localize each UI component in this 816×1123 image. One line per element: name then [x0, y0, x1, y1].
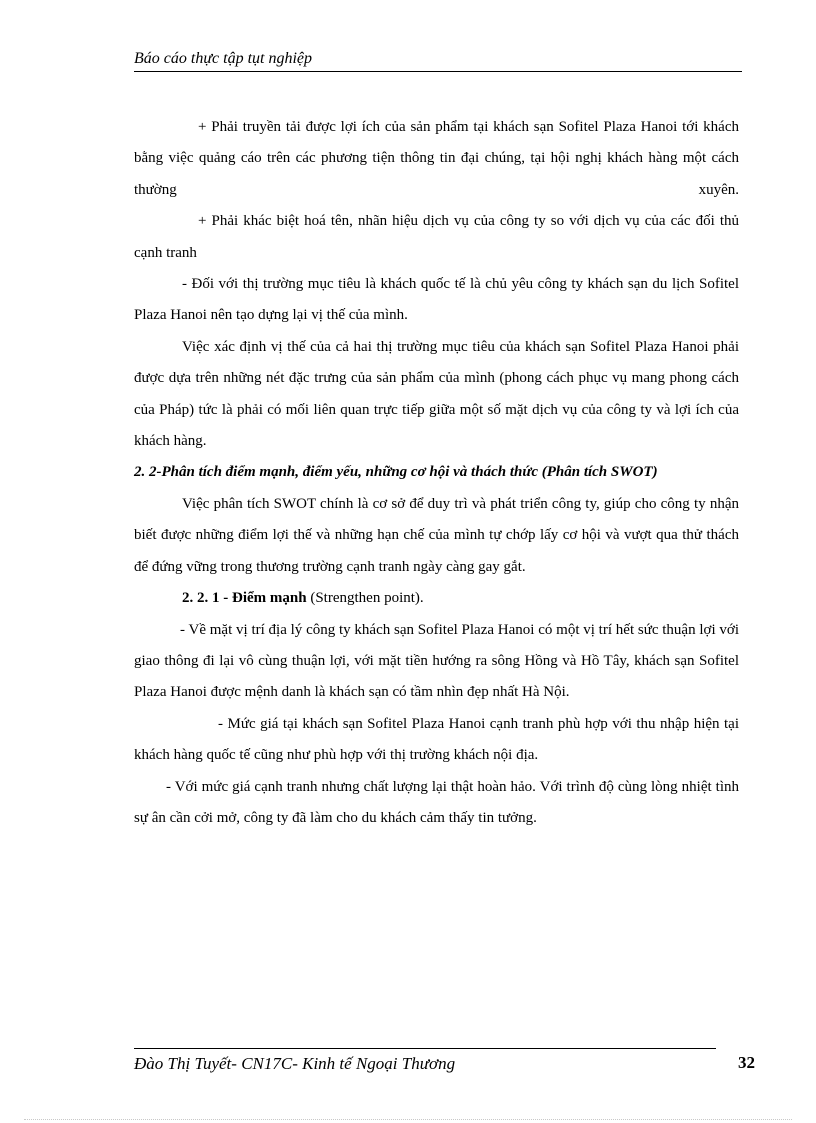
paragraph-international-market: - Đối với thị trường mục tiêu là khách quốc tế là chủ yêu công ty khách sạn du lịch Sofitel Plaza Hanoi nên tạo dựng lại vị thế của mình. [134, 276, 739, 324]
section-heading-swot: 2. 2-Phân tích điểm mạnh, điểm yếu, những cơ hội và thách thức (Phân tích SWOT) [134, 464, 658, 481]
paragraph-differentiate-brand: + Phải khác biệt hoá tên, nhãn hiệu dịch vụ của công ty so với dịch vụ của các đối thủ cạnh tranh [134, 213, 739, 261]
subsection-title: Điểm mạnh [232, 590, 307, 607]
page-footer: Đào Thị Tuyết- CN17C- Kinh tế Ngoại Thương [134, 1048, 716, 1079]
paragraph-convey-benefits: + Phải truyền tải được lợi ích của sản phẩm tại khách sạn Sofitel Plaza Hanoi tới khách bằng việc quảng cáo trên các phương tiện thông tin đại chúng, tại hội nghị khách hàng một cách thường xuyên. [134, 119, 739, 198]
subsection-heading-strengths [134, 583, 739, 614]
page-bottom-divider [24, 1119, 792, 1120]
paragraph-quality: - Với mức giá cạnh tranh nhưng chất lượng lại thật hoàn hảo. Với trình độ cùng lòng nhiệt tình sự ân cần cởi mở, công ty đã làm cho du khách cảm thấy tin tưởng. [134, 778, 739, 826]
subsection-number: 2. 2. 1 - [182, 590, 229, 607]
paragraph-location: - Về mặt vị trí địa lý công ty khách sạn Sofitel Plaza Hanoi có một vị trí hết sức thuận lợi với giao thông đi lại vô cùng thuận lợi, với mặt tiền hướng ra sông Hồng và Hồ Tây, khách sạn Sofitel Plaza Hanoi được mệnh danh là khách sạn có tầm nhìn đẹp nhất Hà Nội. [134, 621, 739, 701]
paragraph-positioning: Việc xác định vị thế của cả hai thị trường mục tiêu của khách sạn Sofitel Plaza Hanoi phải được dựa trên những nét đặc trưng của sản phẩm của mình (phong cách phục vụ mang phong cách của Pháp) tức là phải có mối liên quan trực tiếp giữa một số mặt dịch vụ của công ty và lợi ích của khách hàng. [134, 338, 739, 450]
page-number: 32 [738, 1053, 755, 1072]
page-header: Báo cáo thực tập tụt nghiệp [134, 48, 742, 72]
paragraph-pricing: - Mức giá tại khách sạn Sofitel Plaza Hanoi cạnh tranh phù hợp với thu nhập hiện tại khách hàng quốc tế cũng như phù hợp với thị trường khách nội địa. [134, 715, 739, 764]
subsection-note: (Strengthen point). [306, 590, 424, 607]
document-body [134, 112, 739, 834]
paragraph-swot-intro: Việc phân tích SWOT chính là cơ sở để duy trì và phát triển công ty, giúp cho công ty nhận biết được những điểm lợi thế và những hạn chế của mình tự chớp lấy cơ hội và vượt qua thử thách để đứng vững trong thương trường cạnh tranh ngày càng gay gắt. [134, 495, 739, 575]
